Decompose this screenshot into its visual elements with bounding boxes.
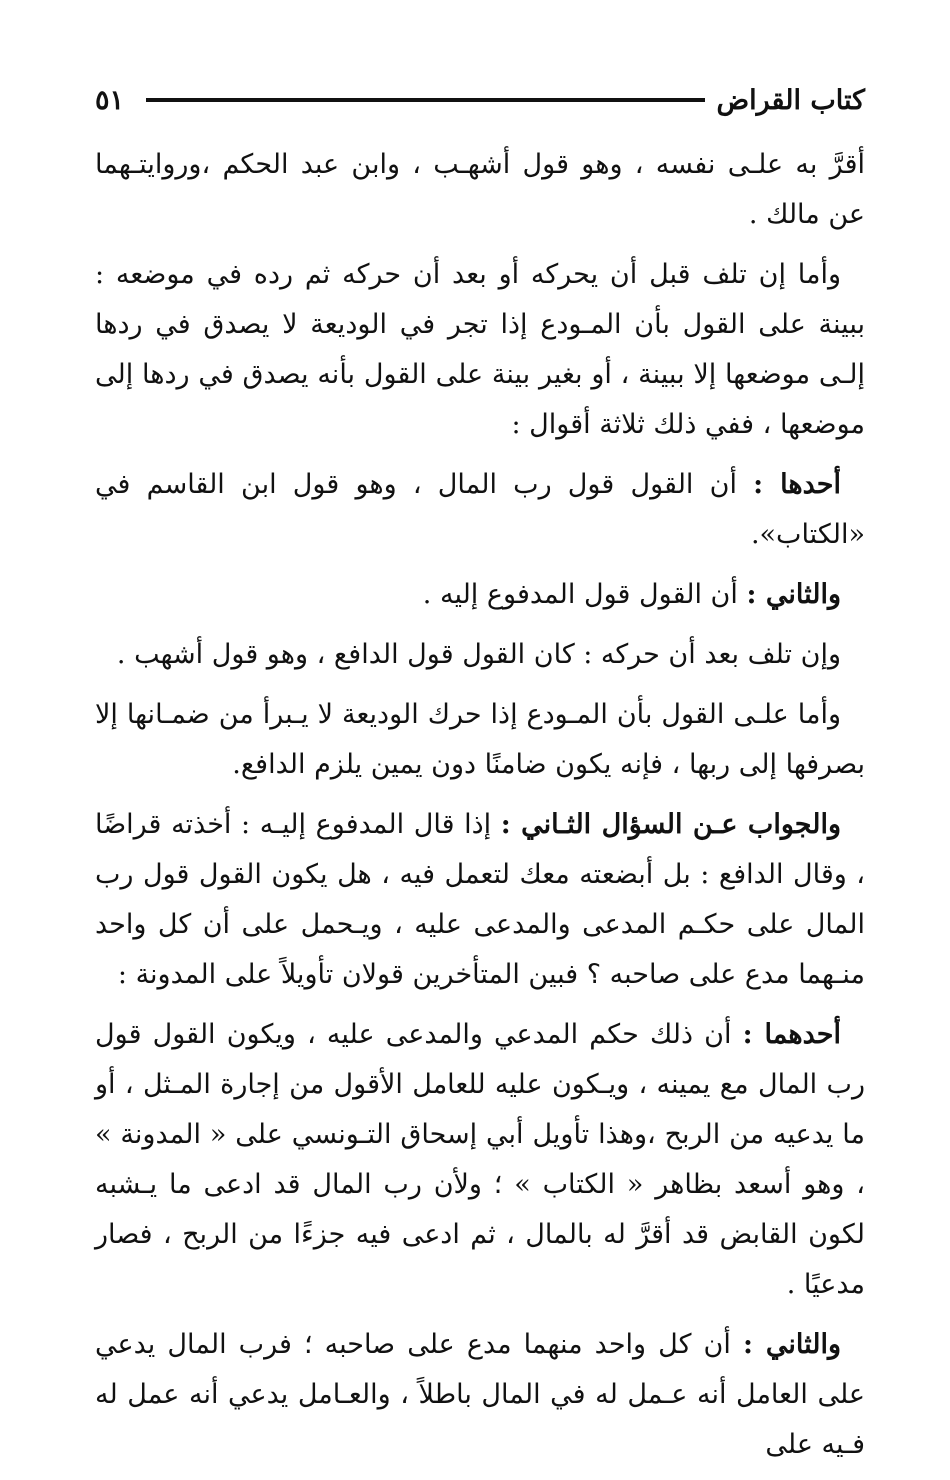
paragraph-1: [95, 140, 865, 240]
paragraph-6-text: وأما علـى القول بأن المـودع إذا حرك الوديعة لا يـبرأ من ضمـانها إلا بصرفها إلى ربها ، فإنه يكون ضامنًا دون يمين يلزم الدافع.: [95, 699, 865, 780]
paragraph-9-lead: والثاني :: [742, 1329, 841, 1360]
header-rule: [146, 98, 705, 102]
paragraph-4: [95, 570, 865, 620]
paragraph-7: [95, 800, 865, 1000]
paragraph-3-text: أن القول قول رب المال ، وهو قول ابن القاسم في «الكتاب».: [95, 469, 865, 550]
paragraph-4-text: أن القول قول المدفوع إليه .: [422, 579, 738, 610]
paragraph-8-lead: أحدهما :: [742, 1019, 841, 1050]
paragraph-8-text: أن ذلك حكم المدعي والمدعى عليه ، ويكون القول قول رب المال مع يمينه ، ويـكون عليه للعامل الأقول من إجارة المـثل ، أو ما يدعيه من الربح ،وهذا تأويل أبي إسحاق التـونسي على « المدونة » ، وهو أسعد بظاهر « الكتاب » ؛ ولأن رب المال قد ادعى ما يـشبه لكون القابض قد أقرَّ له بالمال ، ثم ادعى فيه جزءًا من الربح ، فصار مدعيًا .: [95, 1019, 865, 1300]
paragraph-6: [95, 690, 865, 790]
paragraph-7-lead: والجواب عـن السؤال الثـاني :: [500, 809, 841, 840]
paragraph-7-text: إذا قال المدفوع إليـه : أخذته قراضًا ، وقال الدافع : بل أبضعته معك لتعمل فيه ، هل يكون القول قول رب المال على حكـم المدعى والمدعى عليه ، ويـحمل على أن كل واحد منـهما مدع على صاحبه ؟ فبين المتأخرين قولان تأويلاً على المدونة :: [95, 809, 865, 990]
paragraph-4-lead: والثاني :: [746, 579, 841, 610]
paragraph-9-text: أن كل واحد منهما مدع على صاحبه ؛ فرب المال يدعي على العامل أنه عـمل له في المال باطلاً ، والعـامل يدعي أنه عمل له فـيه على: [95, 1329, 865, 1460]
paragraph-8: [95, 1010, 865, 1310]
paragraph-2: [95, 250, 865, 450]
paragraph-1-text: أقرَّ به علـى نفسه ، وهو قول أشهـب ، وابن عبد الحكم ،وروايتـهما عن مالك .: [95, 149, 865, 230]
page-header: [95, 80, 865, 120]
page-body: [95, 140, 865, 1480]
paragraph-2-text: وأما إن تلف قبل أن يحركه أو بعد أن حركه ثم رده في موضعه : ببينة على القول بأن المـودع إذا تجر في الوديعة لا يصدق في ردها إلـى موضعها إلا ببينة ، أو بغير بينة على القول بأنه يصدق في ردها إلى موضعها ، ففي ذلك ثلاثة أقوال :: [95, 259, 865, 440]
running-title: كتاب القراض: [716, 84, 865, 116]
paragraph-9: [95, 1320, 865, 1470]
paragraph-5: [95, 630, 865, 680]
paragraph-3: [95, 460, 865, 560]
paragraph-5-text: وإن تلف بعد أن حركه : كان القول قول الدافع ، وهو قول أشهب .: [116, 639, 841, 670]
page-number: ٥١: [95, 84, 125, 116]
paragraph-3-lead: أحدها :: [753, 469, 841, 500]
